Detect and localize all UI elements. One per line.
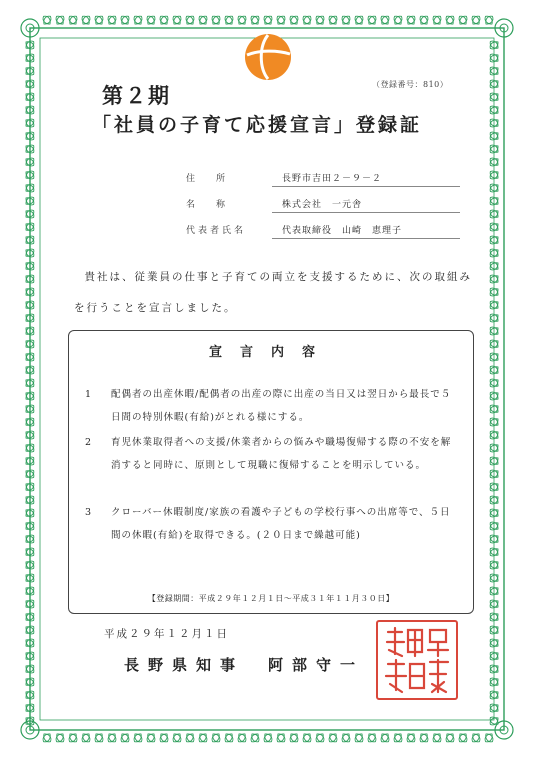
issue-date: 平成２９年１２月１日 — [104, 628, 229, 640]
orange-logo-icon — [243, 32, 293, 82]
declaration-item-number: 1 — [85, 389, 92, 400]
intro-paragraph: 貴社は、従業員の仕事と子育ての両立を支援するために、次の取組みを行うことを宣言しました。 — [74, 271, 472, 314]
declaration-item-text: 育児休業取得者への支援/休業者からの悩みや職場復帰する際の不安を解消すると同時に、原則として現職に復帰することを明示している。 — [111, 437, 452, 471]
certificate-title: 「社員の子育て応援宣言」登録証 — [92, 114, 423, 136]
declaration-item-number: 3 — [85, 507, 92, 518]
declaration-heading: 宣言内容 — [208, 345, 333, 360]
governor-signature: 長野県知事 阿部守一 — [124, 656, 365, 674]
representative-row — [186, 223, 460, 239]
representative-value: 代表取締役 山崎 恵理子 — [272, 223, 460, 239]
period-label: 第２期 — [102, 83, 171, 108]
registration-number: （登録番号：810） — [372, 80, 449, 89]
company-name-row — [186, 197, 460, 213]
declaration-item-text: 配偶者の出産休暇/配偶者の出産の際に出産の当日又は翌日から最長で５日間の特別休暇(有給)がとれる様にする。 — [111, 389, 452, 423]
declaration-item-text: クローバー休暇制度/家族の看護や子どもの学校行事への出席等で、５日間の休暇(有給)を取得できる。(２０日まで繰越可能) — [111, 507, 451, 541]
company-name-value: 株式会社 一元舎 — [272, 197, 460, 213]
declaration-item-number: 2 — [85, 437, 92, 448]
address-label: 住 所 — [186, 174, 232, 184]
declaration-item — [85, 501, 459, 547]
official-seal-stamp — [376, 620, 458, 700]
declaration-box — [68, 330, 474, 614]
representative-label: 代表者氏名 — [186, 226, 247, 236]
declaration-item — [85, 383, 459, 429]
declaration-item — [85, 431, 459, 477]
company-name-label: 名 称 — [186, 200, 232, 210]
registration-period: 【登録期間：平成２９年１２月１日～平成３１年１１月３０日】 — [147, 594, 395, 603]
address-value: 長野市吉田２－９－２ — [272, 171, 460, 187]
address-row — [186, 171, 460, 187]
